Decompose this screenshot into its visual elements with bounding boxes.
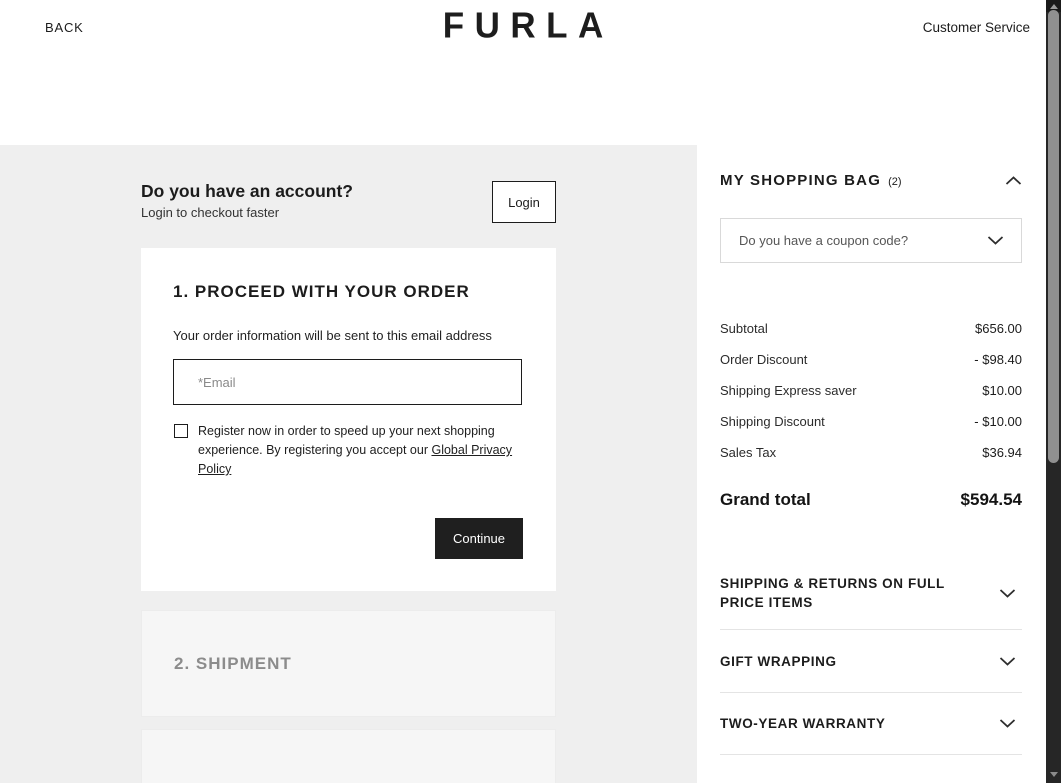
customer-service-link[interactable]: Customer Service [922,20,1030,35]
chevron-down-icon [999,657,1016,666]
accordion-label: SHIPPING & RETURNS ON FULL PRICE ITEMS [720,576,945,610]
info-accordions [720,557,1022,755]
total-row-subtotal [720,313,1022,344]
chevron-down-icon [987,236,1004,245]
accordion-gift-wrapping[interactable] [720,630,1022,693]
privacy-policy-link[interactable]: Global Privacy Policy [198,443,513,476]
shopping-bag-toggle[interactable] [720,172,1022,189]
total-value: - $10.00 [974,414,1022,429]
step1-card [141,248,556,591]
chevron-up-icon [1005,176,1022,185]
shopping-bag-title: MY SHOPPING BAG [720,172,882,189]
total-value: - $98.40 [974,352,1022,367]
login-button[interactable]: Login [492,181,556,223]
step1-title: 1. PROCEED WITH YOUR ORDER [173,282,470,301]
step2-title: 2. SHIPMENT [174,653,292,673]
accordion-shipping-returns[interactable] [720,557,1022,630]
shopping-bag-count: (2) [888,176,902,188]
total-label: Subtotal [720,321,768,336]
coupon-code-dropdown[interactable] [720,218,1022,263]
total-value: $36.94 [982,445,1022,460]
scroll-down-button[interactable] [1046,769,1061,779]
total-value: $656.00 [975,321,1022,336]
accordion-two-year-warranty[interactable] [720,693,1022,755]
grand-total-value: $594.54 [960,490,1022,509]
grand-total-label: Grand total [720,490,811,509]
total-row-sales-tax [720,437,1022,468]
scrollbar-thumb[interactable] [1048,10,1059,463]
accordion-label: GIFT WRAPPING [720,653,837,669]
total-label: Order Discount [720,352,808,367]
scroll-down-arrow-icon [1050,772,1058,777]
register-text: Register now in order to speed up your next shopping experience. By registering you accept our [198,424,495,457]
email-field[interactable] [173,359,522,405]
header [0,0,1046,145]
coupon-label: Do you have a coupon code? [739,233,909,248]
account-title: Do you have an account? [141,181,353,201]
order-summary-sidebar [697,145,1046,783]
register-checkbox[interactable] [174,424,188,438]
total-label: Shipping Discount [720,414,825,429]
total-row-shipping-discount [720,406,1022,437]
continue-button[interactable]: Continue [435,518,523,559]
total-row-order-discount [720,344,1022,375]
vertical-scrollbar[interactable] [1046,0,1061,783]
checkout-main [0,145,697,783]
back-button[interactable]: BACK [45,20,84,35]
total-value: $10.00 [982,383,1022,398]
step1-description: Your order information will be sent to this email address [173,328,492,343]
account-prompt [141,181,556,223]
furla-logo: FURLA [442,5,614,46]
totals-list [720,313,1022,468]
scroll-up-arrow-icon [1050,4,1058,9]
chevron-down-icon [999,589,1016,598]
total-label: Sales Tax [720,445,777,460]
accordion-label: TWO-YEAR WARRANTY [720,716,886,731]
grand-total-row [720,490,1022,510]
account-subtitle: Login to checkout faster [141,205,280,220]
step3-card [141,729,556,783]
register-label [198,422,522,479]
chevron-down-icon [999,719,1016,728]
total-row-shipping [720,375,1022,406]
step2-card [141,610,556,717]
total-label: Shipping Express saver [720,383,857,398]
